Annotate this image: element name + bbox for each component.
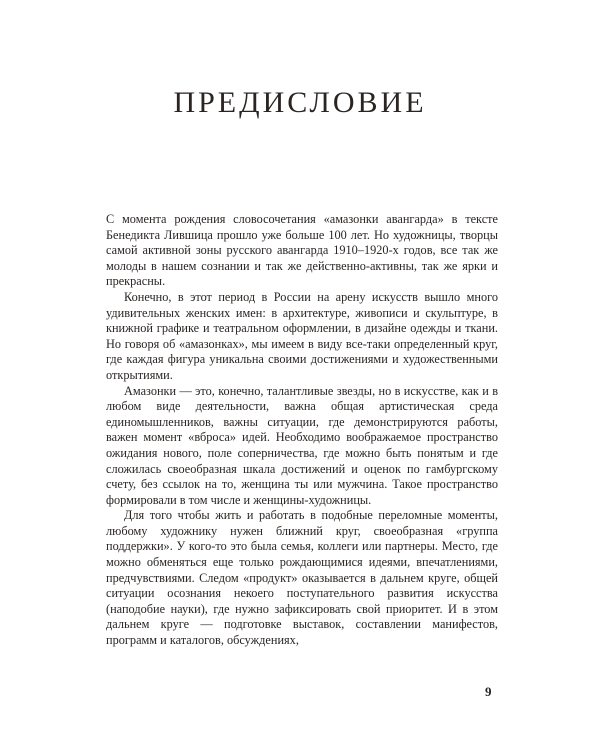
page-number: 9	[485, 684, 492, 699]
paragraph-1: С момента рождения словосочетания «амазонки авангарда» в тексте Бенедикта Лившица прошло уже больше 100 лет. Но художницы, творцы самой активной зоны русского авангарда 1910–1920-х годов, все так же молоды в нашем сознании и так же действенно-активны, так же ярки и прекрасны.	[106, 212, 498, 289]
body-text	[106, 212, 498, 649]
page-title: ПРЕДИСЛОВИЕ	[173, 86, 427, 120]
paragraph-4: Для того чтобы жить и работать в подобные переломные моменты, любому художнику нужен ближний круг, своеобразная «группа поддержки». У кого-то это была семья, коллеги или партнеры. Место, где можно обменяться еще только рождающимися идеями, впечатлениями, предчувствиями. Следом «продукт» оказывается в дальнем круге, общей ситуации осознания некоего поступательного развития искусства (наподобие науки), где нужно зафиксировать свой приоритет. И в этом дальнем круге — подготовке выставок, составлении манифестов, программ и каталогов, обсуждениях,	[106, 508, 498, 648]
paragraph-2: Конечно, в этот период в России на арену искусств вышло много удивительных женских имен: в архитектуре, живописи и скульптуре, в книжной графике и театральном оформлении, в дизайне одежды и ткани. Но говоря об «амазонках», мы имеем в виду все-таки определенный круг, где каждая фигура уникальна своими достижениями и художественными открытиями.	[106, 289, 498, 382]
paragraph-3: Амазонки — это, конечно, талантливые звезды, но в искусстве, как и в любом виде деятельности, важна общая артистическая среда единомышленников, важны ситуации, где демонстрируются работы, важен момент «вброса» идей. Необходимо воображаемое пространство ожидания нового, поле соперничества, где можно быть понятым и где сложилась своеобразная шкала достижений и оценок по гамбургскому счету, без ссылок на то, женщина ты или мужчина. Такое пространство формировали в том числе и женщины-художницы.	[106, 383, 498, 507]
